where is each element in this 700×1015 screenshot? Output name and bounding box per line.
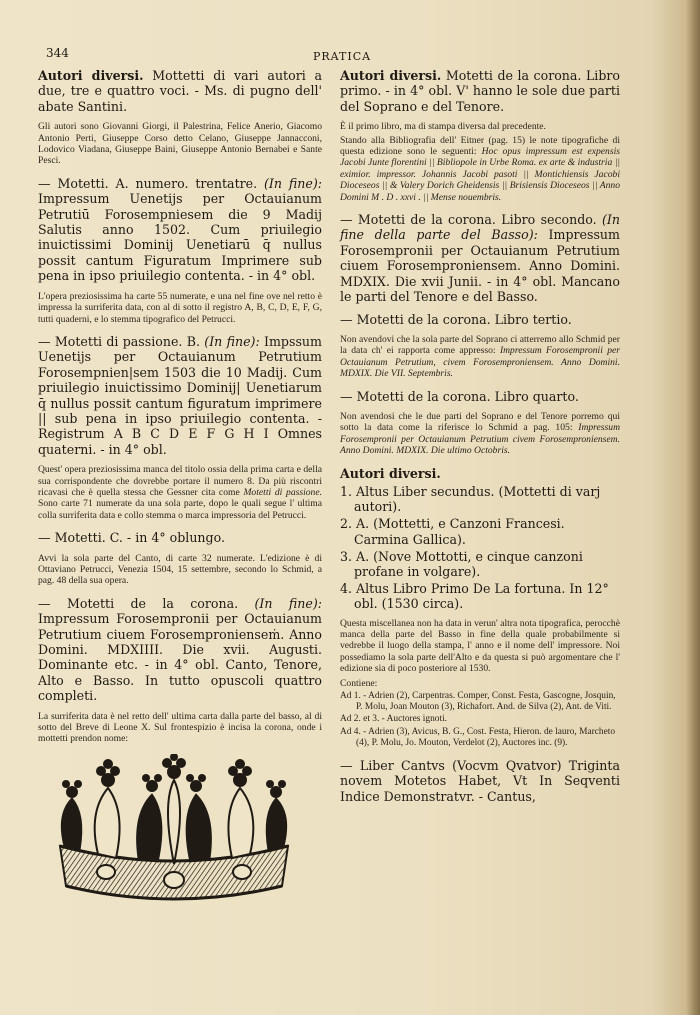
contiene-label: Contiene:	[340, 677, 378, 689]
note-text: Non avendovi che la sola parte del Soprano ci atterremo allo Schmid per la data ch' ei rapporta come appresso:	[340, 333, 620, 357]
note-italic: Hoc opus impressum est expensis Jacobi Junte florentini || Bibliopole in Urbe Roma. ex arte & industria || eximior. impressor. Johannis Jacobi pasoti || Montichiensis Jacobi Dioceseos || & Valery Dorich Gheidensis || Brisiensis Dioceseos || Anno Domini M . D . xxvi . || Mense nouembris.	[340, 146, 620, 203]
list-item: 1. Altus Liber secundus. (Mottetti di varj autori).	[340, 483, 601, 515]
entry-title: — Motetti de la corona. Libro secondo.	[340, 212, 597, 228]
entry-heading: Autori diversi.	[340, 465, 441, 481]
entry-corona-libro-quarto: — Motetti de la corona. Libro quarto.	[340, 388, 579, 404]
entry-text: Mottetti di vari autori a due, tre e quattro voci. - Ms. di pugno dell' abate Santini.	[38, 68, 322, 114]
entry-text: Impressum Uenetijs per Octauianum Petrutiū Forosempniesem die 9 Madij Salutis anno 1502. Cum priuilegio inuictissimi Dominij Uenetiarū q̄ nullus possit cantum Figuratum Imprimere sub pena in ipso priuilegio contenta. - in 4° obl.	[38, 191, 322, 284]
entry-italic: (In fine):	[264, 175, 322, 191]
entry-note: L'opera preziosissima ha carte 55 numerate, e una nel fine ove nel retto è impressa la surriferita data, con al di sotto il registro A, B, C, D, E, F, G, tutti quaderni, e lo stemma tipografico del Petrucci.	[38, 290, 322, 325]
entry-autori-diversi-ms	[38, 68, 322, 114]
entry-title: — Motetti di passione. B.	[38, 333, 200, 349]
entry-title: — Motetti. A. numero. trentatre.	[38, 175, 258, 191]
entry-note	[340, 135, 620, 203]
contents-item: Ad 2. et 3. - Auctores ignoti.	[340, 714, 448, 725]
entry-heading: Autori diversi.	[340, 68, 442, 83]
contents-item: Ad 1. - Adrien (2), Carpentras. Comper, Const. Festa, Gascogne, Josquin, P. Molu, Joan Mouton (3), Richafort. And. de Silva (2), Ant. de Viti.	[340, 691, 616, 713]
entry-note	[38, 464, 322, 521]
entry-text: Impressum Forosempronii per Octauianum Petrutium ciuem Forosemproniensem. Anno Domini. MDXIX. Die xvii Junii. - in 4° obl. Mancano le parti del Tenore e del Basso.	[340, 227, 620, 305]
list-item: 2. A. (Mottetti, e Canzoni Francesi. Carmina Gallica).	[340, 516, 565, 547]
note-italic: Impressum Forosempronii per Octauianum Petrutium, civem Forosemproniensem. Anno Domini. MDXIX. Die VII. Septembris.	[340, 345, 620, 380]
entry-text: Motetti de la corona. Libro primo. - in 4° obl. V' hanno le sole due parti del Soprano e del Tenore.	[340, 68, 620, 114]
entry-note: Gli autori sono Giovanni Giorgi, il Palestrina, Felice Anerio, Giacomo Antonio Perti, Giuseppe Corso detto Celano, Giuseppe Jannacconi, Lodovico Viadana, Giuseppe Baini, Giuseppe Antonio Bernabei e Sante Pesci.	[38, 121, 322, 167]
list-item: 4. Altus Libro Primo De La fortuna. In 12° obl. (1530 circa).	[340, 581, 609, 612]
note-italic: Impressum Forosempronii per Octauianum Petrutium civem Forosemproniensem. Anno Domini. MDXIX. Die ultimo Octobris.	[340, 422, 620, 457]
entry-corona-libro-primo	[340, 68, 620, 114]
page-number: 344	[46, 46, 69, 60]
entry-italic: (In fine):	[254, 595, 322, 611]
note-text: Non avendosi che le due parti del Soprano e del Tenore porremo qui sotto la data come la riferisce lo Schmid a pag. 105:	[340, 410, 620, 434]
entry-note	[340, 334, 620, 380]
contents-item: Ad 4. - Adrien (3), Avicus, B. G., Cost. Festa, Hieron. de lauro, Marcheto (4), P. Molu, Jo. Mouton, Verdelot (2), Auctores inc. (9).	[340, 726, 616, 748]
entry-note	[340, 411, 620, 457]
right-column	[340, 68, 620, 811]
altus-list	[340, 484, 620, 612]
list-item: 3. A. (Nove Mottotti, e cinque canzoni profane in volgare).	[340, 548, 583, 579]
entry-italic: (In fine):	[204, 333, 260, 349]
entry-heading-autori-diversi	[340, 466, 620, 481]
entry-note: Avvi la sola parte del Canto, di carte 32 numerate. L'edizione è di Ottaviano Petrucci, Venezia 1504, 15 settembre, secondo lo Schmid, a pag. 48 della sua opera.	[38, 552, 322, 587]
crown-illustration	[46, 754, 302, 904]
note-italic: Motetti di passione.	[243, 486, 322, 498]
entry-italic: (In fine della parte del Basso):	[340, 212, 620, 243]
running-head: PRATICA	[313, 50, 372, 63]
entry-note: È il primo libro, ma di stampa diversa dal precedente.	[340, 121, 546, 133]
note-text: Quest' opera preziosissima manca del titolo ossia della prima carta e della sua corrispondente che dovrebbe portare il numero 8. Da più riscontri ricavasi che è quella stessa che Gessner cita come	[38, 464, 322, 498]
entry-motetti-de-la-corona	[38, 596, 322, 704]
left-column	[38, 68, 322, 904]
entry-motetti-di-passione	[38, 334, 322, 457]
entry-note: La surriferita data è nel retto dell' ultima carta dalla parte del basso, al di sotto del Breve di Leone X. Sul frontespizio è incisa la corona, onde i mottetti prendon nome:	[38, 710, 322, 745]
entry-title: — Motetti de la corona.	[38, 595, 239, 611]
entry-text: Impssum Uenetijs per Octauianum Petrutium Forosempnien|sem 1503 die 10 Madij. Cum priuilegio inuictissimo Dominij| Uenetiarum q̄ nullus possit cantum figuratum imprimere || sub pena in ipso priuilegio contenta. - Registrum A B C D E F G H I Omnes quaterni. - in 4° obl.	[38, 333, 322, 457]
entry-text: Impressum Forosempronii per Octauianum Petrutium ciuem Forosempronienseṁ. Anno Domini. MDXIIII. Die xvii. Augusti. Dominante etc. - in 4° obl. Canto, Tenore, Alto e Basso. In tutto opuscoli quattro completi.	[38, 611, 322, 704]
entry-motetti-a	[38, 176, 322, 284]
entry-heading: Autori diversi.	[38, 68, 144, 83]
entry-liber-cantvs: — Liber Cantvs (Vocvm Qvatvor) Triginta novem Motetos Habet, Vt In Seqventi Indice Demonstratvr. - Cantus,	[340, 758, 620, 804]
entry-corona-libro-secondo	[340, 212, 620, 304]
note-text: Stando alla Bibliografia dell' Eitner (pag. 15) le note tipografiche di questa edizione sono le seguenti:	[340, 134, 620, 158]
entry-motetti-c: — Motetti. C. - in 4° oblungo.	[38, 530, 225, 546]
note-text: Sono carte 71 numerate da una sola parte, dopo le quali segue l' ultima colla surriferita data e collo stemma o marca impressoria del Petrucci.	[38, 498, 322, 521]
page-gutter-shadow	[686, 0, 700, 1015]
entry-corona-libro-tertio: — Motetti de la corona. Libro tertio.	[340, 311, 572, 327]
entry-note: Questa miscellanea non ha data in verun' altra nota tipografica, perocchè manca della parte del Basso in fine della quale probabilmente si vedrebbe il luogo della stampa, l' anno e il nome dell' impressore. Noi possediamo la sola parte dell'Alto e da questa si può argomentare che l' edizione sia di poco posteriore al 1530.	[340, 617, 620, 675]
